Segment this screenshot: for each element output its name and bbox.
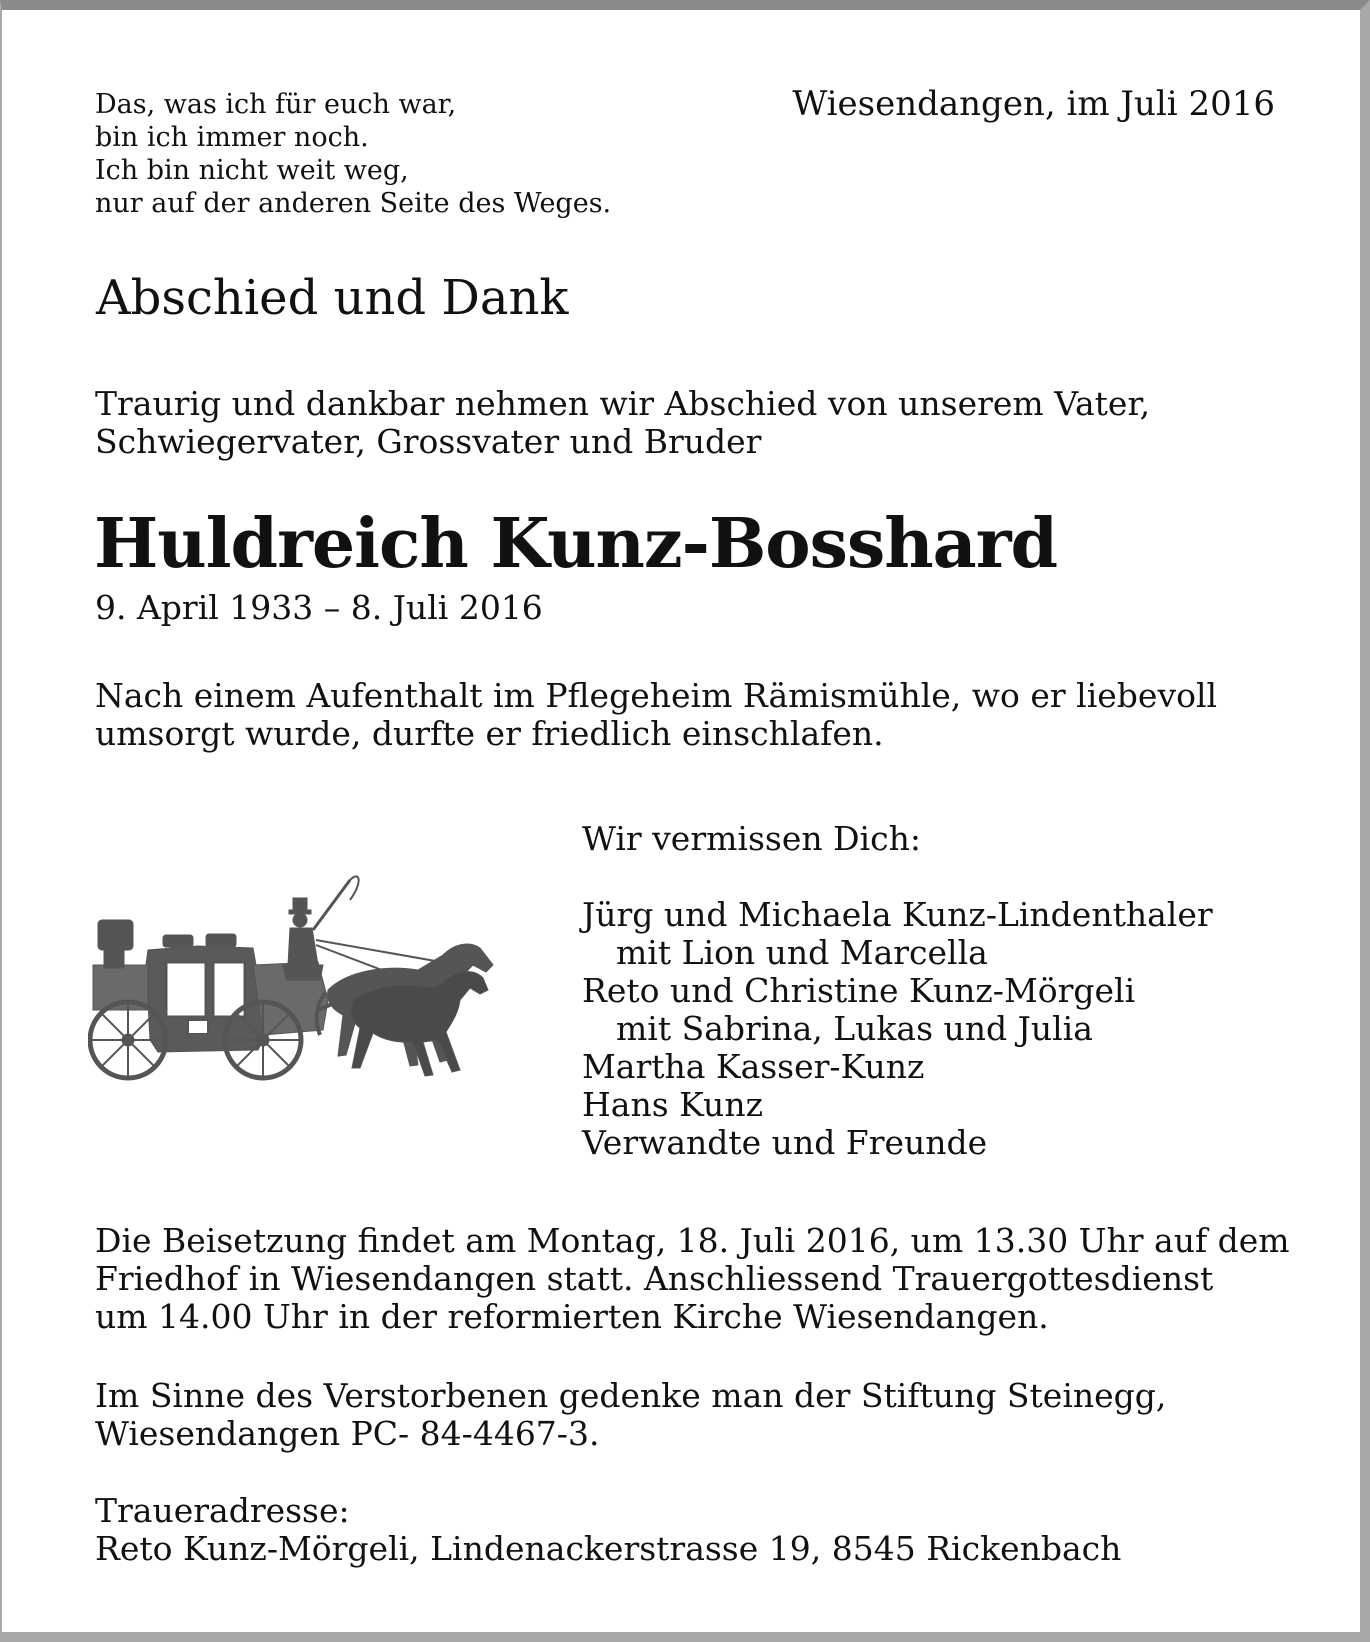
- intro-line: Traurig und dankbar nehmen wir Abschied von unserem Vater,: [95, 384, 1151, 423]
- poem-line: Ich bin nicht weit weg,: [95, 155, 409, 186]
- family-entry: Martha Kasser-Kunz: [582, 1047, 925, 1086]
- address-label: Traueradresse:: [95, 1491, 350, 1530]
- intro-line: Schwiegervater, Grossvater und Bruder: [95, 422, 762, 461]
- passing-line: umsorgt wurde, durfte er friedlich einschlafen.: [95, 714, 884, 753]
- intro-text: [95, 385, 1150, 461]
- family-entry: Verwandte und Freunde: [582, 1123, 988, 1162]
- burial-text: [95, 1222, 1290, 1336]
- life-dates: 9. April 1933 – 8. Juli 2016: [95, 588, 543, 627]
- place-date: Wiesendangen, im Juli 2016: [792, 84, 1275, 124]
- poem-line: nur auf der anderen Seite des Weges.: [95, 188, 612, 219]
- deceased-name: Huldreich Kunz-Bosshard: [94, 504, 1058, 584]
- heading: Abschied und Dank: [96, 270, 569, 326]
- poem: [95, 88, 611, 220]
- family-title: Wir vermissen Dich:: [582, 819, 921, 858]
- family-entry: Hans Kunz: [582, 1085, 763, 1124]
- family-entry: Reto und Christine Kunz-Mörgeli: [582, 971, 1136, 1010]
- address-value: Reto Kunz-Mörgeli, Lindenackerstrasse 19, 8545 Rickenbach: [95, 1529, 1122, 1568]
- donation-text: [95, 1377, 1166, 1453]
- donation-line: Wiesendangen PC- 84-4467-3.: [95, 1414, 600, 1453]
- family-entry-children: mit Sabrina, Lukas und Julia: [616, 1009, 1093, 1048]
- burial-line: um 14.00 Uhr in der reformierten Kirche Wiesendangen.: [95, 1297, 1049, 1336]
- family-list: [582, 820, 1213, 1162]
- donation-line: Im Sinne des Verstorbenen gedenke man der Stiftung Steinegg,: [95, 1376, 1167, 1415]
- mourning-address: [95, 1492, 1121, 1568]
- family-entry-children: mit Lion und Marcella: [616, 933, 988, 972]
- horse-carriage-illustration: [88, 870, 518, 1120]
- poem-line: bin ich immer noch.: [95, 122, 369, 153]
- passing-text: [95, 677, 1217, 753]
- poem-line: Das, was ich für euch war,: [95, 89, 457, 120]
- family-entry: Jürg und Michaela Kunz-Lindenthaler: [582, 895, 1213, 934]
- burial-line: Die Beisetzung findet am Montag, 18. Juli 2016, um 13.30 Uhr auf dem: [95, 1221, 1290, 1260]
- passing-line: Nach einem Aufenthalt im Pflegeheim Rämismühle, wo er liebevoll: [95, 676, 1218, 715]
- burial-line: Friedhof in Wiesendangen statt. Anschliessend Trauergottesdienst: [95, 1259, 1214, 1298]
